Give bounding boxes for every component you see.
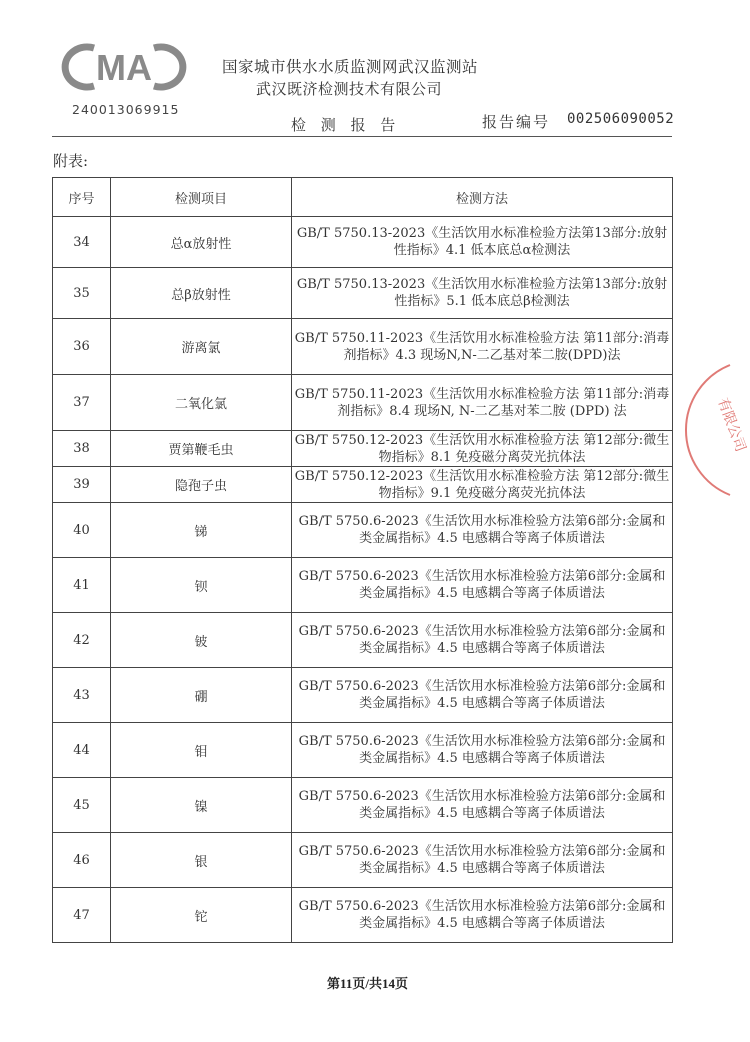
org-name-line2: 武汉既济检测技术有限公司: [256, 80, 443, 98]
report-number-label: 报告编号: [482, 113, 551, 131]
cell-item: 隐孢子虫: [111, 467, 292, 503]
table-row: [53, 723, 673, 778]
cert-number: 240013069915: [72, 102, 180, 117]
cell-method: GB/T 5750.13-2023《生活饮用水标准检验方法第13部分:放射性指标》4.1 低本底总α检测法: [292, 217, 673, 268]
cell-no: 42: [53, 613, 111, 668]
header-item: 检测项目: [111, 178, 292, 217]
cell-item: 锑: [111, 503, 292, 558]
methods-table: [52, 177, 673, 943]
table-row: [53, 778, 673, 833]
header-no: 序号: [53, 178, 111, 217]
report-title: 检 测 报 告: [291, 116, 401, 134]
cell-item: 总α放射性: [111, 217, 292, 268]
cell-method: GB/T 5750.6-2023《生活饮用水标准检验方法第6部分:金属和类金属指标》4.5 电感耦合等离子体质谱法: [292, 668, 673, 723]
table-row: [53, 888, 673, 943]
cell-method: GB/T 5750.6-2023《生活饮用水标准检验方法第6部分:金属和类金属指标》4.5 电感耦合等离子体质谱法: [292, 888, 673, 943]
cell-item: 二氧化氯: [111, 375, 292, 431]
header-divider: [52, 136, 672, 137]
table-row: [53, 833, 673, 888]
table-row: [53, 268, 673, 319]
cell-item: 游离氯: [111, 319, 292, 375]
cell-no: 34: [53, 217, 111, 268]
cell-item: 硼: [111, 668, 292, 723]
cell-method: GB/T 5750.11-2023《生活饮用水标准检验方法 第11部分:消毒剂指标》4.3 现场N,N-二乙基对苯二胺(DPD)法: [292, 319, 673, 375]
cell-no: 46: [53, 833, 111, 888]
page-number: 第11页/共14页: [327, 976, 408, 991]
cma-logo-icon: [68, 44, 180, 90]
cell-no: 40: [53, 503, 111, 558]
cell-no: 41: [53, 558, 111, 613]
seal-text: 有限公司: [714, 395, 749, 454]
cell-item: 镍: [111, 778, 292, 833]
cell-item: 总β放射性: [111, 268, 292, 319]
cell-item: 钡: [111, 558, 292, 613]
appendix-label: 附表:: [53, 152, 89, 170]
report-number: 002506090052: [567, 111, 675, 127]
cell-no: 35: [53, 268, 111, 319]
cell-method: GB/T 5750.12-2023《生活饮用水标准检验方法 第12部分:微生物指标》8.1 免疫磁分离荧光抗体法: [292, 431, 673, 467]
table-row: [53, 503, 673, 558]
cell-no: 44: [53, 723, 111, 778]
cell-item: 铊: [111, 888, 292, 943]
cma-logo-text: MA: [96, 47, 152, 88]
cell-no: 39: [53, 467, 111, 503]
table-row: [53, 431, 673, 467]
cell-method: GB/T 5750.6-2023《生活饮用水标准检验方法第6部分:金属和类金属指标》4.5 电感耦合等离子体质谱法: [292, 723, 673, 778]
org-name-line1: 国家城市供水水质监测网武汉监测站: [222, 58, 479, 76]
cell-no: 47: [53, 888, 111, 943]
cell-method: GB/T 5750.6-2023《生活饮用水标准检验方法第6部分:金属和类金属指标》4.5 电感耦合等离子体质谱法: [292, 558, 673, 613]
cell-no: 36: [53, 319, 111, 375]
cell-no: 38: [53, 431, 111, 467]
cell-method: GB/T 5750.6-2023《生活饮用水标准检验方法第6部分:金属和类金属指标》4.5 电感耦合等离子体质谱法: [292, 613, 673, 668]
company-seal: [690, 360, 750, 500]
cma-logo: [60, 44, 190, 124]
cell-no: 45: [53, 778, 111, 833]
cell-item: 铍: [111, 613, 292, 668]
cell-item: 贾第鞭毛虫: [111, 431, 292, 467]
cell-method: GB/T 5750.6-2023《生活饮用水标准检验方法第6部分:金属和类金属指标》4.5 电感耦合等离子体质谱法: [292, 778, 673, 833]
header-method: 检测方法: [292, 178, 673, 217]
table-row: [53, 467, 673, 503]
table-row: [53, 375, 673, 431]
cell-no: 37: [53, 375, 111, 431]
cell-method: GB/T 5750.6-2023《生活饮用水标准检验方法第6部分:金属和类金属指标》4.5 电感耦合等离子体质谱法: [292, 833, 673, 888]
cell-method: GB/T 5750.12-2023《生活饮用水标准检验方法 第12部分:微生物指标》9.1 免疫磁分离荧光抗体法: [292, 467, 673, 503]
cell-item: 银: [111, 833, 292, 888]
cell-method: GB/T 5750.11-2023《生活饮用水标准检验方法 第11部分:消毒剂指标》8.4 现场N, N-二乙基对苯二胺 (DPD) 法: [292, 375, 673, 431]
table-header-row: [53, 178, 673, 217]
table-row: [53, 613, 673, 668]
table-row: [53, 319, 673, 375]
cell-method: GB/T 5750.6-2023《生活饮用水标准检验方法第6部分:金属和类金属指标》4.5 电感耦合等离子体质谱法: [292, 503, 673, 558]
cell-item: 钼: [111, 723, 292, 778]
table-row: [53, 668, 673, 723]
cell-no: 43: [53, 668, 111, 723]
cell-method: GB/T 5750.13-2023《生活饮用水标准检验方法第13部分:放射性指标》5.1 低本底总β检测法: [292, 268, 673, 319]
table-row: [53, 217, 673, 268]
table-row: [53, 558, 673, 613]
